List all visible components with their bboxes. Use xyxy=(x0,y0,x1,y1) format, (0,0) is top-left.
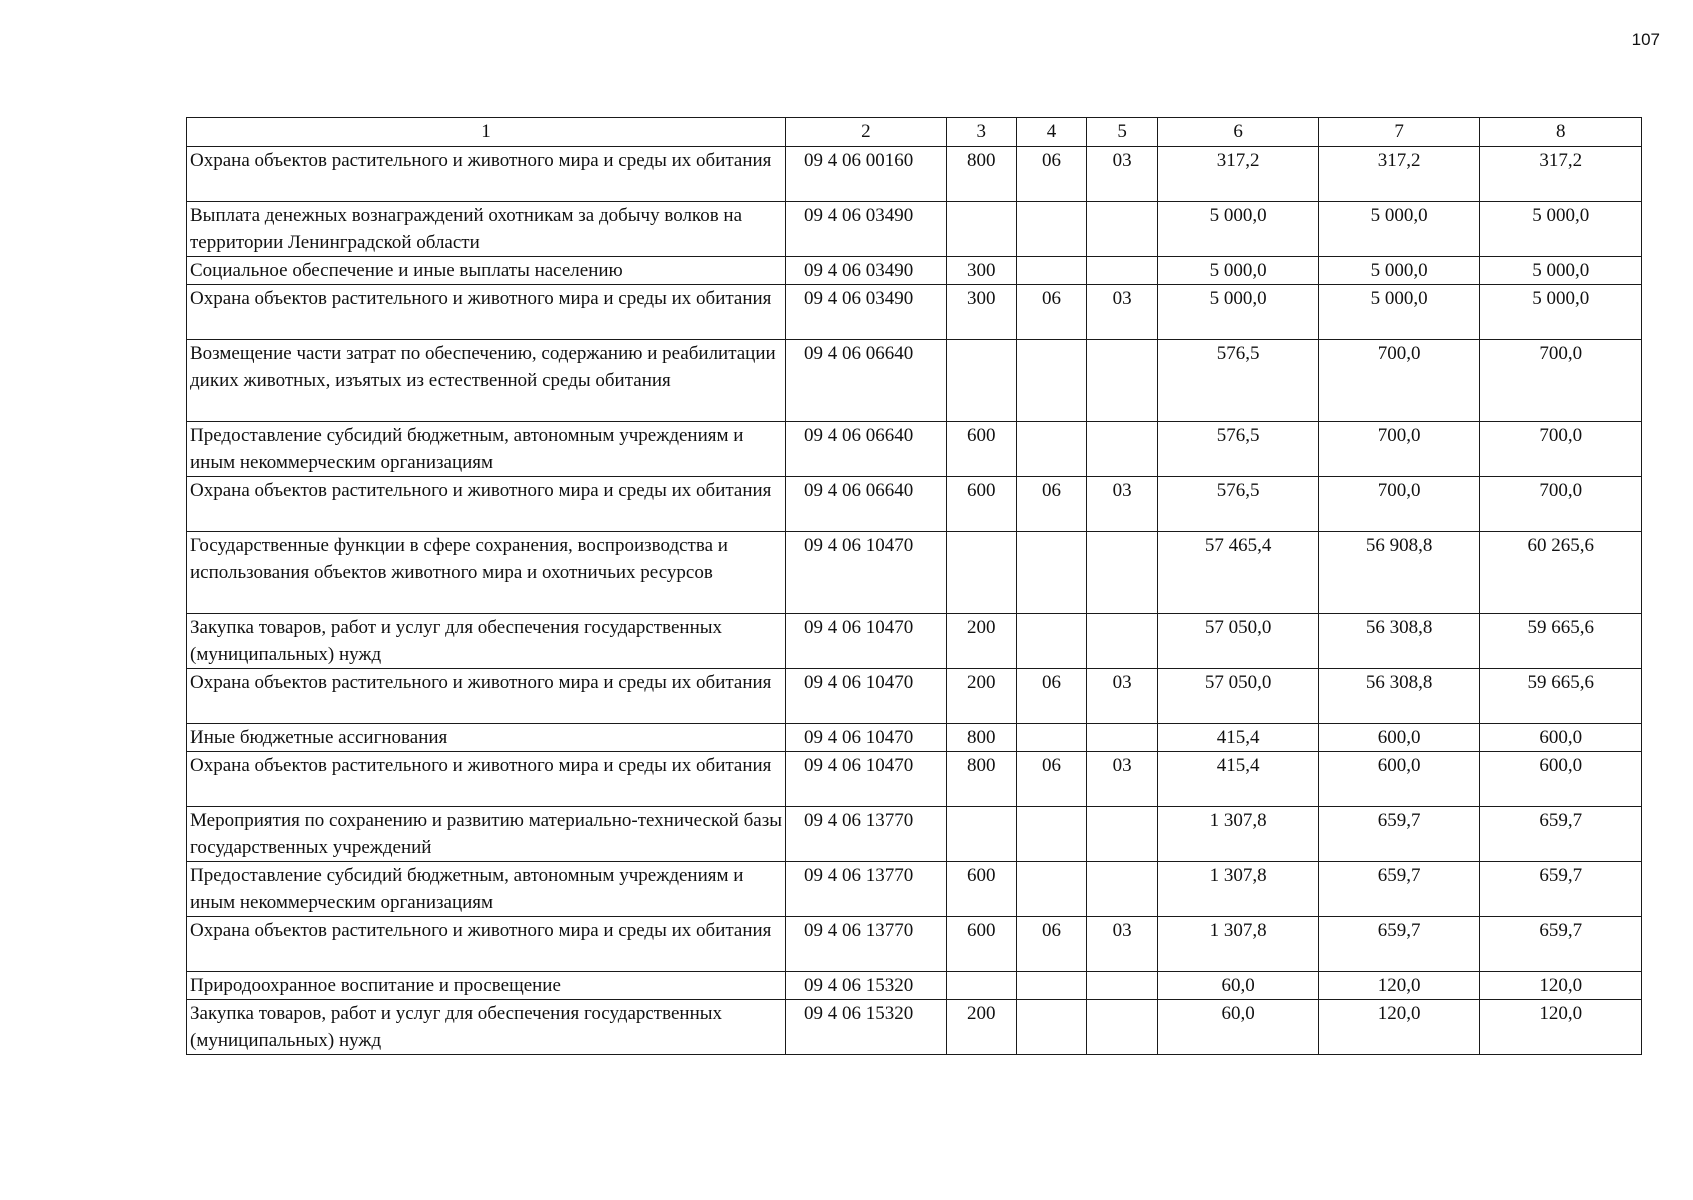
row-section-cell: 06 xyxy=(1016,917,1086,972)
row-code-cell: 09 4 06 06640 xyxy=(786,477,947,532)
row-name-cell: Закупка товаров, работ и услуг для обеспечения государственных (муниципальных) нужд xyxy=(187,1000,786,1055)
table-row xyxy=(187,422,1642,477)
row-value-cell: 56 308,8 xyxy=(1318,669,1480,724)
row-section-cell xyxy=(1016,422,1086,477)
row-code-cell: 09 4 06 10470 xyxy=(786,669,947,724)
table-row xyxy=(187,1000,1642,1055)
row-code-cell: 09 4 06 03490 xyxy=(786,202,947,257)
row-value-cell: 57 050,0 xyxy=(1158,614,1319,669)
row-subsection-cell: 03 xyxy=(1087,477,1158,532)
row-value-cell: 600,0 xyxy=(1480,724,1642,752)
row-value-cell: 59 665,6 xyxy=(1480,669,1642,724)
row-value-cell: 5 000,0 xyxy=(1158,257,1319,285)
row-value-cell: 5 000,0 xyxy=(1318,285,1480,340)
row-value-cell: 600,0 xyxy=(1318,752,1480,807)
row-expense-type-cell: 600 xyxy=(946,477,1016,532)
row-code-cell: 09 4 06 13770 xyxy=(786,807,947,862)
row-section-cell: 06 xyxy=(1016,285,1086,340)
row-value-cell: 659,7 xyxy=(1480,807,1642,862)
table-row xyxy=(187,257,1642,285)
header-cell: 1 xyxy=(187,118,786,147)
row-value-cell: 56 908,8 xyxy=(1318,532,1480,614)
row-value-cell: 576,5 xyxy=(1158,422,1319,477)
row-value-cell: 317,2 xyxy=(1318,147,1480,202)
row-name-cell: Охрана объектов растительного и животного мира и среды их обитания xyxy=(187,147,786,202)
header-cell: 5 xyxy=(1087,118,1158,147)
row-expense-type-cell xyxy=(946,972,1016,1000)
row-expense-type-cell xyxy=(946,202,1016,257)
table-row xyxy=(187,669,1642,724)
row-code-cell: 09 4 06 06640 xyxy=(786,340,947,422)
row-value-cell: 700,0 xyxy=(1318,477,1480,532)
row-expense-type-cell: 800 xyxy=(946,724,1016,752)
row-value-cell: 120,0 xyxy=(1318,972,1480,1000)
row-name-cell: Предоставление субсидий бюджетным, автономным учреждениям и иным некоммерческим организациям xyxy=(187,422,786,477)
row-value-cell: 59 665,6 xyxy=(1480,614,1642,669)
row-expense-type-cell: 800 xyxy=(946,752,1016,807)
row-expense-type-cell: 200 xyxy=(946,669,1016,724)
row-subsection-cell xyxy=(1087,614,1158,669)
row-expense-type-cell: 600 xyxy=(946,917,1016,972)
row-value-cell: 5 000,0 xyxy=(1318,202,1480,257)
header-cell: 6 xyxy=(1158,118,1319,147)
row-section-cell xyxy=(1016,340,1086,422)
table-row xyxy=(187,477,1642,532)
row-code-cell: 09 4 06 06640 xyxy=(786,422,947,477)
row-value-cell: 415,4 xyxy=(1158,752,1319,807)
row-code-cell: 09 4 06 03490 xyxy=(786,257,947,285)
row-value-cell: 659,7 xyxy=(1480,917,1642,972)
table-row xyxy=(187,752,1642,807)
row-name-cell: Охрана объектов растительного и животного мира и среды их обитания xyxy=(187,477,786,532)
row-section-cell xyxy=(1016,202,1086,257)
table-row xyxy=(187,917,1642,972)
row-subsection-cell xyxy=(1087,202,1158,257)
row-section-cell xyxy=(1016,972,1086,1000)
row-value-cell: 659,7 xyxy=(1480,862,1642,917)
table-row xyxy=(187,147,1642,202)
row-value-cell: 120,0 xyxy=(1480,1000,1642,1055)
page-number: 107 xyxy=(1631,30,1660,49)
row-value-cell: 576,5 xyxy=(1158,340,1319,422)
row-value-cell: 5 000,0 xyxy=(1480,257,1642,285)
row-code-cell: 09 4 06 10470 xyxy=(786,724,947,752)
row-value-cell: 5 000,0 xyxy=(1318,257,1480,285)
row-name-cell: Возмещение части затрат по обеспечению, содержанию и реабилитации диких животных, изъятых из естественной среды обитания xyxy=(187,340,786,422)
row-subsection-cell: 03 xyxy=(1087,917,1158,972)
row-value-cell: 600,0 xyxy=(1318,724,1480,752)
row-value-cell: 659,7 xyxy=(1318,862,1480,917)
row-section-cell: 06 xyxy=(1016,669,1086,724)
budget-table xyxy=(186,117,1642,1055)
row-section-cell xyxy=(1016,724,1086,752)
row-code-cell: 09 4 06 00160 xyxy=(786,147,947,202)
row-code-cell: 09 4 06 03490 xyxy=(786,285,947,340)
row-subsection-cell xyxy=(1087,340,1158,422)
row-value-cell: 60,0 xyxy=(1158,1000,1319,1055)
row-subsection-cell: 03 xyxy=(1087,669,1158,724)
row-code-cell: 09 4 06 13770 xyxy=(786,862,947,917)
row-value-cell: 5 000,0 xyxy=(1480,202,1642,257)
row-section-cell xyxy=(1016,532,1086,614)
row-name-cell: Природоохранное воспитание и просвещение xyxy=(187,972,786,1000)
row-value-cell: 56 308,8 xyxy=(1318,614,1480,669)
table-row xyxy=(187,724,1642,752)
row-subsection-cell xyxy=(1087,422,1158,477)
row-name-cell: Мероприятия по сохранению и развитию материально-технической базы государственных учреждений xyxy=(187,807,786,862)
row-name-cell: Охрана объектов растительного и животного мира и среды их обитания xyxy=(187,752,786,807)
row-name-cell: Иные бюджетные ассигнования xyxy=(187,724,786,752)
row-subsection-cell xyxy=(1087,1000,1158,1055)
header-cell: 3 xyxy=(946,118,1016,147)
row-value-cell: 700,0 xyxy=(1318,422,1480,477)
row-section-cell: 06 xyxy=(1016,477,1086,532)
row-value-cell: 700,0 xyxy=(1480,477,1642,532)
table-row xyxy=(187,614,1642,669)
row-section-cell: 06 xyxy=(1016,147,1086,202)
row-expense-type-cell xyxy=(946,807,1016,862)
table-row xyxy=(187,340,1642,422)
row-value-cell: 700,0 xyxy=(1318,340,1480,422)
row-section-cell xyxy=(1016,807,1086,862)
row-section-cell: 06 xyxy=(1016,752,1086,807)
row-code-cell: 09 4 06 10470 xyxy=(786,532,947,614)
row-name-cell: Предоставление субсидий бюджетным, автономным учреждениям и иным некоммерческим организациям xyxy=(187,862,786,917)
row-section-cell xyxy=(1016,862,1086,917)
row-subsection-cell: 03 xyxy=(1087,285,1158,340)
row-expense-type-cell: 300 xyxy=(946,285,1016,340)
row-value-cell: 60 265,6 xyxy=(1480,532,1642,614)
row-value-cell: 57 050,0 xyxy=(1158,669,1319,724)
row-name-cell: Закупка товаров, работ и услуг для обеспечения государственных (муниципальных) нужд xyxy=(187,614,786,669)
row-value-cell: 415,4 xyxy=(1158,724,1319,752)
row-subsection-cell: 03 xyxy=(1087,752,1158,807)
row-value-cell: 57 465,4 xyxy=(1158,532,1319,614)
table-row xyxy=(187,807,1642,862)
row-code-cell: 09 4 06 13770 xyxy=(786,917,947,972)
row-name-cell: Социальное обеспечение и иные выплаты населению xyxy=(187,257,786,285)
row-value-cell: 120,0 xyxy=(1318,1000,1480,1055)
row-expense-type-cell xyxy=(946,340,1016,422)
row-section-cell xyxy=(1016,614,1086,669)
row-subsection-cell: 03 xyxy=(1087,147,1158,202)
row-name-cell: Выплата денежных вознаграждений охотникам за добычу волков на территории Ленинградской области xyxy=(187,202,786,257)
row-subsection-cell xyxy=(1087,972,1158,1000)
row-code-cell: 09 4 06 15320 xyxy=(786,972,947,1000)
table-row xyxy=(187,285,1642,340)
row-value-cell: 659,7 xyxy=(1318,917,1480,972)
row-name-cell: Охрана объектов растительного и животного мира и среды их обитания xyxy=(187,285,786,340)
row-name-cell: Охрана объектов растительного и животного мира и среды их обитания xyxy=(187,917,786,972)
table-row xyxy=(187,532,1642,614)
row-value-cell: 600,0 xyxy=(1480,752,1642,807)
table-row xyxy=(187,862,1642,917)
row-value-cell: 1 307,8 xyxy=(1158,917,1319,972)
table-row xyxy=(187,972,1642,1000)
row-value-cell: 700,0 xyxy=(1480,340,1642,422)
table-row xyxy=(187,202,1642,257)
row-expense-type-cell: 200 xyxy=(946,614,1016,669)
header-cell: 4 xyxy=(1016,118,1086,147)
table-header-row xyxy=(187,118,1642,147)
header-cell: 2 xyxy=(786,118,947,147)
row-code-cell: 09 4 06 10470 xyxy=(786,614,947,669)
row-code-cell: 09 4 06 10470 xyxy=(786,752,947,807)
row-section-cell xyxy=(1016,1000,1086,1055)
row-value-cell: 317,2 xyxy=(1158,147,1319,202)
row-expense-type-cell: 300 xyxy=(946,257,1016,285)
row-expense-type-cell: 600 xyxy=(946,422,1016,477)
row-value-cell: 1 307,8 xyxy=(1158,807,1319,862)
row-value-cell: 5 000,0 xyxy=(1158,202,1319,257)
row-value-cell: 700,0 xyxy=(1480,422,1642,477)
row-name-cell: Охрана объектов растительного и животного мира и среды их обитания xyxy=(187,669,786,724)
header-cell: 8 xyxy=(1480,118,1642,147)
row-value-cell: 5 000,0 xyxy=(1480,285,1642,340)
row-value-cell: 576,5 xyxy=(1158,477,1319,532)
row-value-cell: 1 307,8 xyxy=(1158,862,1319,917)
row-value-cell: 659,7 xyxy=(1318,807,1480,862)
row-subsection-cell xyxy=(1087,862,1158,917)
header-cell: 7 xyxy=(1318,118,1480,147)
row-subsection-cell xyxy=(1087,807,1158,862)
row-subsection-cell xyxy=(1087,257,1158,285)
row-name-cell: Государственные функции в сфере сохранения, воспроизводства и использования объектов животного мира и охотничьих ресурсов xyxy=(187,532,786,614)
row-subsection-cell xyxy=(1087,532,1158,614)
row-value-cell: 317,2 xyxy=(1480,147,1642,202)
row-value-cell: 60,0 xyxy=(1158,972,1319,1000)
row-value-cell: 120,0 xyxy=(1480,972,1642,1000)
row-expense-type-cell: 200 xyxy=(946,1000,1016,1055)
row-expense-type-cell: 800 xyxy=(946,147,1016,202)
row-value-cell: 5 000,0 xyxy=(1158,285,1319,340)
row-code-cell: 09 4 06 15320 xyxy=(786,1000,947,1055)
row-expense-type-cell: 600 xyxy=(946,862,1016,917)
row-section-cell xyxy=(1016,257,1086,285)
row-subsection-cell xyxy=(1087,724,1158,752)
row-expense-type-cell xyxy=(946,532,1016,614)
